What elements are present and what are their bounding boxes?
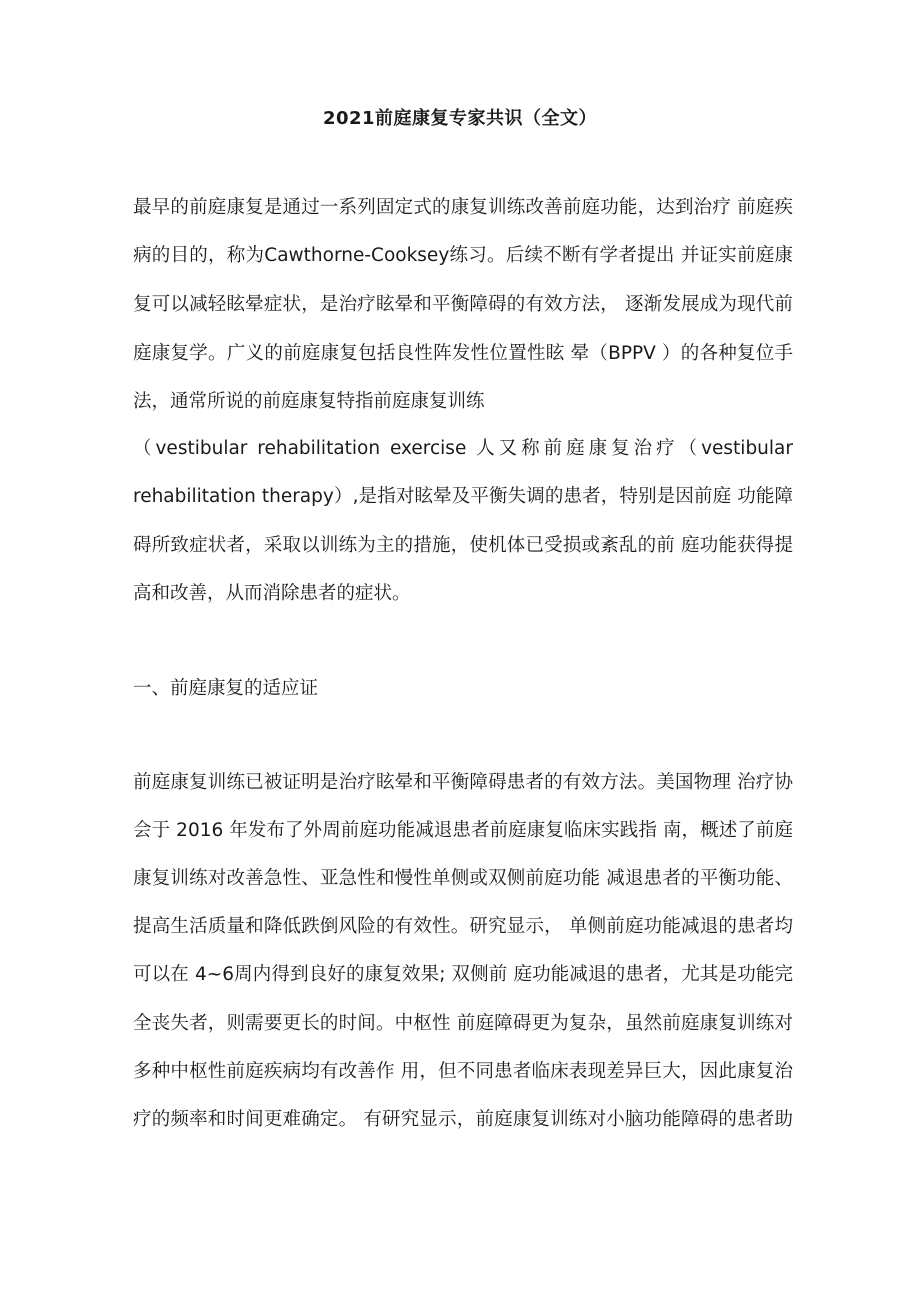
paragraph-line: rehabilitation therapy）,是指对眩晕及平衡失调的患者，特别是因前庭 功能障: [133, 486, 793, 507]
paragraph-line: 全丧失者，则需要更长的时间。中枢性 前庭障碍更为复杂，虽然前庭康复训练对: [133, 1013, 793, 1034]
paragraph-line: 疗的频率和时间更难确定。 有研究显示，前庭康复训练对小脑功能障碍的患者助: [133, 1109, 793, 1130]
paragraph-line: 多种中枢性前庭疾病均有改善作 用，但不同患者临床表现差异巨大，因此康复治: [133, 1061, 793, 1082]
section-heading: 一、前庭康复的适应证: [133, 678, 319, 699]
paragraph-line: （vestibular rehabilitation exercise 人又称前庭康复治疗（vestibular: [133, 438, 793, 459]
paragraph-line: 前庭康复训练已被证明是治疗眩晕和平衡障碍患者的有效方法。美国物理 治疗协: [133, 772, 793, 793]
paragraph-line: 康复训练对改善急性、亚急性和慢性单侧或双侧前庭功能 减退患者的平衡功能、: [133, 868, 793, 889]
paragraph-line: 提高生活质量和降低跌倒风险的有效性。研究显示， 单侧前庭功能减退的患者均: [133, 916, 793, 937]
paragraph-line: 高和改善，从而消除患者的症状。: [133, 583, 411, 604]
paragraph-line: 法，通常所说的前庭康复特指前庭康复训练: [133, 391, 485, 412]
paragraph-line: 复可以减轻眩晕症状，是治疗眩晕和平衡障碍的有效方法， 逐渐发展成为现代前: [133, 294, 793, 315]
paragraph-line: 病的目的，称为Cawthorne-Cooksey练习。后续不断有学者提出 并证实前庭康: [133, 245, 793, 266]
document-title: 2021前庭康复专家共识（全文）: [322, 108, 598, 129]
paragraph-line: 会于 2016 年发布了外周前庭功能减退患者前庭康复临床实践指 南，概述了前庭: [133, 820, 793, 841]
paragraph-line: 最早的前庭康复是通过一系列固定式的康复训练改善前庭功能，达到治疗 前庭疾: [133, 197, 793, 218]
paragraph-line: 碍所致症状者，采取以训练为主的措施，使机体已受损或紊乱的前 庭功能获得提: [133, 535, 793, 556]
paragraph-line: 庭康复学。广义的前庭康复包括良性阵发性位置性眩 晕（BPPV ）的各种复位手: [133, 343, 793, 364]
paragraph-line: 可以在 4~6周内得到良好的康复效果; 双侧前 庭功能减退的患者，尤其是功能完: [133, 964, 793, 985]
